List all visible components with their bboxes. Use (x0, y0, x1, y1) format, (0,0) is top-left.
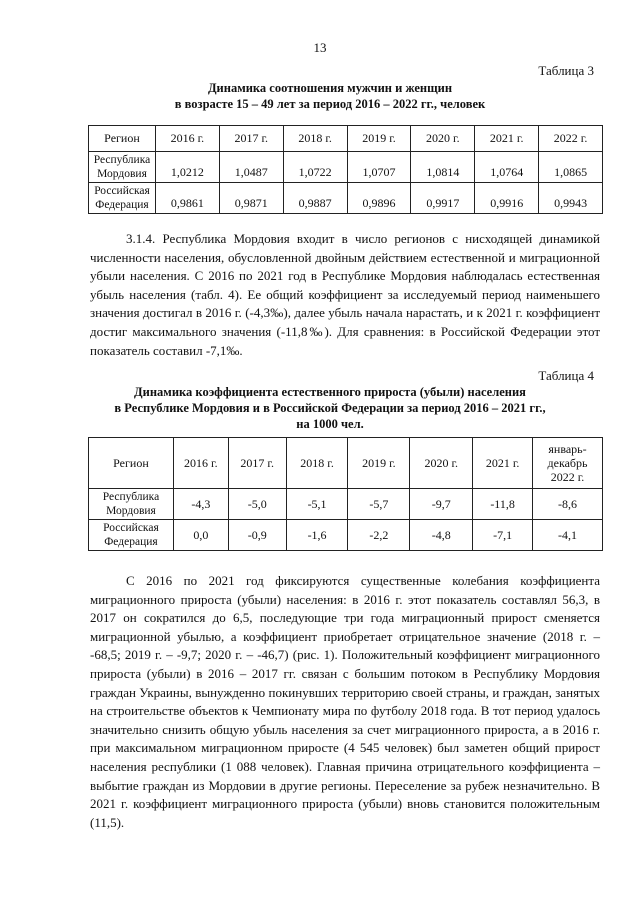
value-cell: 0,9896 (347, 183, 411, 214)
table4-header-year: 2020 г. (410, 438, 473, 489)
region-name-line: Мордовия (97, 168, 147, 180)
region-name-line: Федерация (104, 536, 158, 548)
value-cell: -2,2 (348, 520, 410, 551)
value-cell: 1,0722 (283, 152, 347, 183)
table3-title-line1: Динамика соотношения мужчин и женщин (207, 81, 453, 95)
table3-title-line2: в возрасте 15 – 49 лет за период 2016 – 2022 гг., человек (174, 97, 486, 111)
table3-header-year: 2021 г. (475, 126, 539, 152)
table-row (89, 489, 603, 520)
region-name-line: Мордовия (106, 505, 156, 517)
value-cell: -0,9 (228, 520, 286, 551)
value-cell: 1,0487 (219, 152, 283, 183)
table4-header-row (89, 438, 603, 489)
value-cell: -4,1 (533, 520, 603, 551)
table4-title-line2: в Республике Мордовия и в Российской Федерации за период 2016 – 2021 гг., (114, 401, 546, 415)
table4-title-line1: Динамика коэффициента естественного прироста (убыли) населения (134, 385, 526, 399)
value-cell: 0,9861 (155, 183, 219, 214)
value-cell: 0,9916 (475, 183, 539, 214)
table-row (89, 520, 603, 551)
region-name-line: Республика (102, 491, 160, 503)
value-cell: 0,9943 (539, 183, 603, 214)
paragraph-3-1-4: 3.1.4. Республика Мордовия входит в число регионов с нисходящей динамикой численности населения, обусловленной двойным действием естественной и миграционной убыли населения. С 2016 по 2021 год в Республике Мордовия наблюдалась естественная убыль населения (табл. 4). Ее общий коэффициент за исследуемый период наименьшего значения достигал в 2016 г. (-4,3‰), далее убыль начала нарастать, и к 2021 г. коэффициент достиг максимального значения (-11,8‰). Для сравнения: в Российской Федерации этот показатель составил -7,1‰. (90, 231, 600, 358)
table3-header-year: 2017 г. (219, 126, 283, 152)
paragraph-migration: С 2016 по 2021 год фиксируются существенные колебания коэффициента миграционного прироста (убыли) населения: в 2016 г. этот показатель составлял 56,3, в 2017 он сократился до 6,5, последующие три года миграционный прирост сменяется миграционной убылью, а коэффициент приобретает отрицательное значение (2018 г. – -68,5; 2019 г. – -9,7; 2020 г. – -46,7) (рис. 1). Положительный коэффициент миграционного прироста (убыли) в 2016 – 2017 гг. связан с большим потоком в Республику Мордовия граждан Украины, вынужденно покинувших территорию своей страны, и граждан, занятых на строительстве объектов к Чемпионату мира по футболу 2018 года. В тот период удалось значительно снизить общую убыль населения за счет миграционного прироста, а в 2016 г. при максимальном миграционном приросте (4 545 человек) был заметен общий прирост населения республики (1 088 человек). Главная причина отрицательного коэффициента – выбытие граждан из Мордовии в другие регионы. Переселение за рубеж незначительно. В 2021 г. коэффициент миграционного прироста (убыли) вновь становится положительным (11,5). (90, 573, 600, 830)
table4-header-year: 2017 г. (228, 438, 286, 489)
period-line: 2022 г. (550, 470, 585, 484)
value-cell: -5,7 (348, 489, 410, 520)
table3-header-year: 2016 г. (155, 126, 219, 152)
value-cell: 1,0865 (539, 152, 603, 183)
table4-title (90, 384, 570, 432)
region-name-line: Федерация (95, 199, 149, 211)
table3-header-region: Регион (89, 126, 156, 152)
value-cell: -4,8 (410, 520, 473, 551)
value-cell: -4,3 (173, 489, 228, 520)
value-cell: 1,0212 (155, 152, 219, 183)
table3-header-year: 2018 г. (283, 126, 347, 152)
value-cell: -9,7 (410, 489, 473, 520)
table4-header-year: 2016 г. (173, 438, 228, 489)
table-row (89, 152, 603, 183)
region-name-line: Российская (103, 522, 159, 534)
value-cell: 0,0 (173, 520, 228, 551)
value-cell: -8,6 (533, 489, 603, 520)
region-cell (89, 152, 156, 183)
value-cell: 1,0814 (411, 152, 475, 183)
period-line: декабрь (547, 456, 588, 470)
value-cell: 0,9871 (219, 183, 283, 214)
value-cell: 1,0764 (475, 152, 539, 183)
table3-header-year: 2020 г. (411, 126, 475, 152)
region-cell (89, 489, 174, 520)
region-name-line: Республика (93, 154, 151, 166)
table3-header-year: 2019 г. (347, 126, 411, 152)
table4-header-year: 2018 г. (286, 438, 348, 489)
table4-title-line3: на 1000 чел. (296, 417, 364, 431)
table3 (88, 125, 603, 214)
value-cell: 0,9887 (283, 183, 347, 214)
table4-header-region: Регион (89, 438, 174, 489)
table3-title (90, 80, 570, 112)
table3-header-row (89, 126, 603, 152)
value-cell: -1,6 (286, 520, 348, 551)
table-row (89, 183, 603, 214)
value-cell: -7,1 (473, 520, 533, 551)
page-number: 13 (313, 40, 327, 55)
period-line: январь- (548, 442, 587, 456)
value-cell: -5,0 (228, 489, 286, 520)
table4 (88, 437, 603, 551)
table4-header-year: 2019 г. (348, 438, 410, 489)
region-cell (89, 520, 174, 551)
value-cell: -5,1 (286, 489, 348, 520)
table3-label: Таблица 3 (538, 63, 594, 78)
value-cell: 1,0707 (347, 152, 411, 183)
value-cell: 0,9917 (411, 183, 475, 214)
region-name-line: Российская (94, 185, 150, 197)
table4-header-year: 2021 г. (473, 438, 533, 489)
region-cell (89, 183, 156, 214)
value-cell: -11,8 (473, 489, 533, 520)
table4-header-period (533, 438, 603, 489)
table4-label: Таблица 4 (538, 368, 594, 383)
table3-header-year: 2022 г. (539, 126, 603, 152)
